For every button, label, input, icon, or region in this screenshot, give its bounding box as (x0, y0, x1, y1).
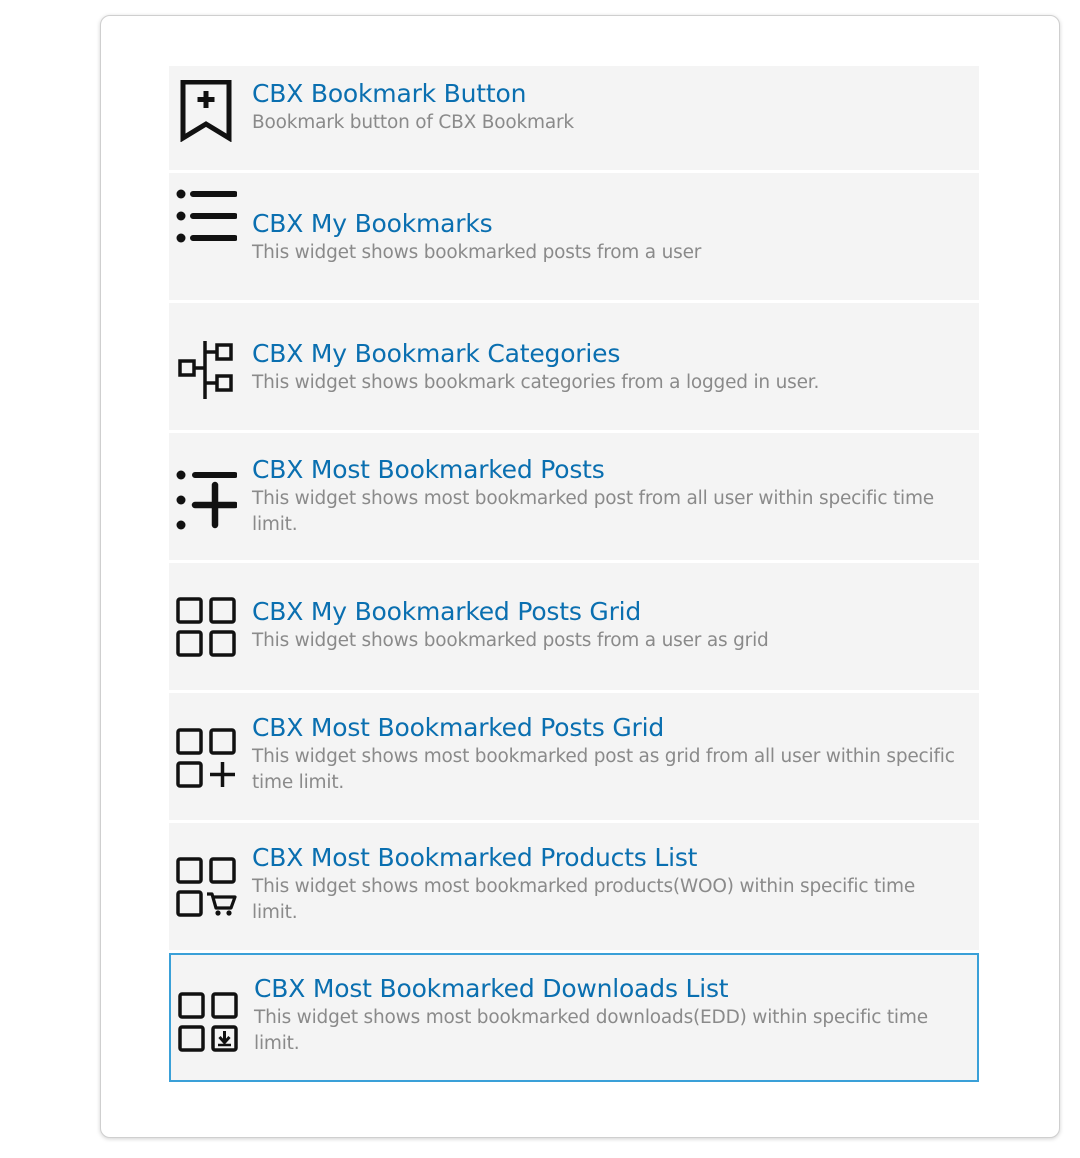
widget-description: This widget shows most bookmarked products(WOO) within specific time limit. (252, 876, 916, 923)
widget-description: This widget shows most bookmarked post from all user within specific time limit. (252, 488, 934, 535)
widget-description: This widget shows bookmarked posts from a user (252, 242, 702, 263)
widget-list (169, 66, 979, 1082)
widget-title: CBX My Bookmarks (252, 209, 493, 238)
widget-description: Bookmark button of CBX Bookmark (252, 112, 574, 133)
widget-title: CBX Most Bookmarked Posts Grid (252, 713, 665, 742)
grid-add-icon (175, 727, 237, 789)
widget-description: This widget shows most bookmarked post as grid from all user within specific time limit. (252, 746, 955, 793)
grid-icon (175, 596, 237, 658)
widget-item-most-bookmarked-posts-grid[interactable] (169, 693, 979, 823)
widget-item-most-bookmarked-products-list[interactable] (169, 823, 979, 953)
widget-title: CBX Most Bookmarked Downloads List (254, 974, 729, 1003)
widget-title: CBX My Bookmarked Posts Grid (252, 597, 642, 626)
widget-description: This widget shows most bookmarked downloads(EDD) within specific time limit. (254, 1007, 928, 1054)
widget-item-most-bookmarked-posts[interactable] (169, 433, 979, 563)
widget-description: This widget shows bookmarked posts from a user as grid (252, 630, 769, 651)
widget-title: CBX Most Bookmarked Posts (252, 455, 605, 484)
widget-item-most-bookmarked-downloads-list[interactable] (169, 953, 979, 1082)
grid-cart-icon (175, 856, 237, 918)
bookmark-plus-icon (175, 80, 237, 142)
list-add-icon (175, 469, 237, 531)
widget-item-my-bookmark-categories[interactable] (169, 303, 979, 433)
widget-title: CBX Most Bookmarked Products List (252, 843, 698, 872)
widget-item-my-bookmarks[interactable] (169, 173, 979, 303)
widget-item-bookmark-button[interactable] (169, 66, 979, 173)
grid-download-icon (177, 991, 239, 1053)
list-icon (175, 185, 237, 247)
widget-title: CBX My Bookmark Categories (252, 339, 621, 368)
widget-title: CBX Bookmark Button (252, 79, 527, 108)
widget-item-my-bookmarked-posts-grid[interactable] (169, 563, 979, 693)
widget-description: This widget shows bookmark categories from a logged in user. (252, 372, 820, 393)
category-tree-icon (175, 339, 237, 401)
